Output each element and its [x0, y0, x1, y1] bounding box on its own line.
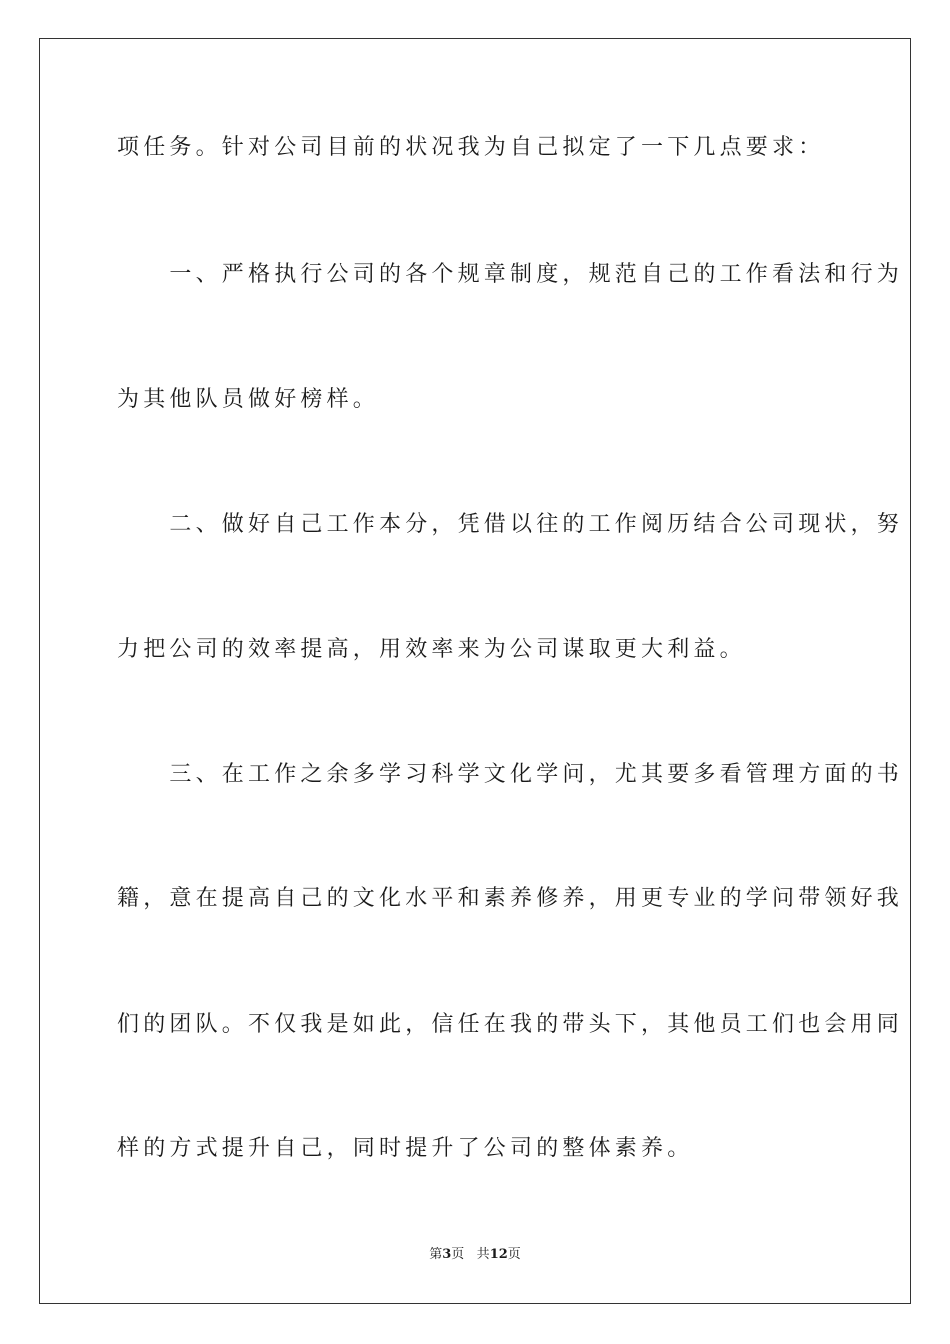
page-suffix: 页 — [451, 1247, 465, 1262]
paragraph-line: 为其他队员做好榜样。 — [117, 387, 380, 412]
paragraph-line: 项任务。针对公司目前的状况我为自己拟定了一下几点要求： — [117, 135, 825, 160]
page-footer — [0, 1246, 950, 1264]
paragraph-line: 二、做好自己工作本分，凭借以往的工作阅历结合公司现状，努 — [117, 512, 904, 537]
paragraph-line: 们的团队。不仅我是如此，信任在我的带头下，其他员工们也会用同 — [117, 1012, 904, 1037]
page-prefix: 第 — [429, 1247, 443, 1262]
paragraph-line: 样的方式提升自己，同时提升了公司的整体素养。 — [117, 1136, 694, 1161]
paragraph-line: 籍，意在提高自己的文化水平和素养修养，用更专业的学问带领好我 — [117, 886, 904, 911]
total-suffix: 页 — [507, 1247, 521, 1262]
paragraph-line: 力把公司的效率提高，用效率来为公司谋取更大利益。 — [117, 637, 746, 662]
page-number: 3 — [442, 1247, 452, 1262]
total-pages: 12 — [489, 1247, 508, 1262]
paragraph-line: 三、在工作之余多学习科学文化学问，尤其要多看管理方面的书 — [117, 762, 904, 787]
paragraph-line: 一、严格执行公司的各个规章制度，规范自己的工作看法和行为 — [117, 262, 904, 287]
total-prefix: 共 — [476, 1247, 490, 1262]
page-border — [39, 38, 911, 1304]
